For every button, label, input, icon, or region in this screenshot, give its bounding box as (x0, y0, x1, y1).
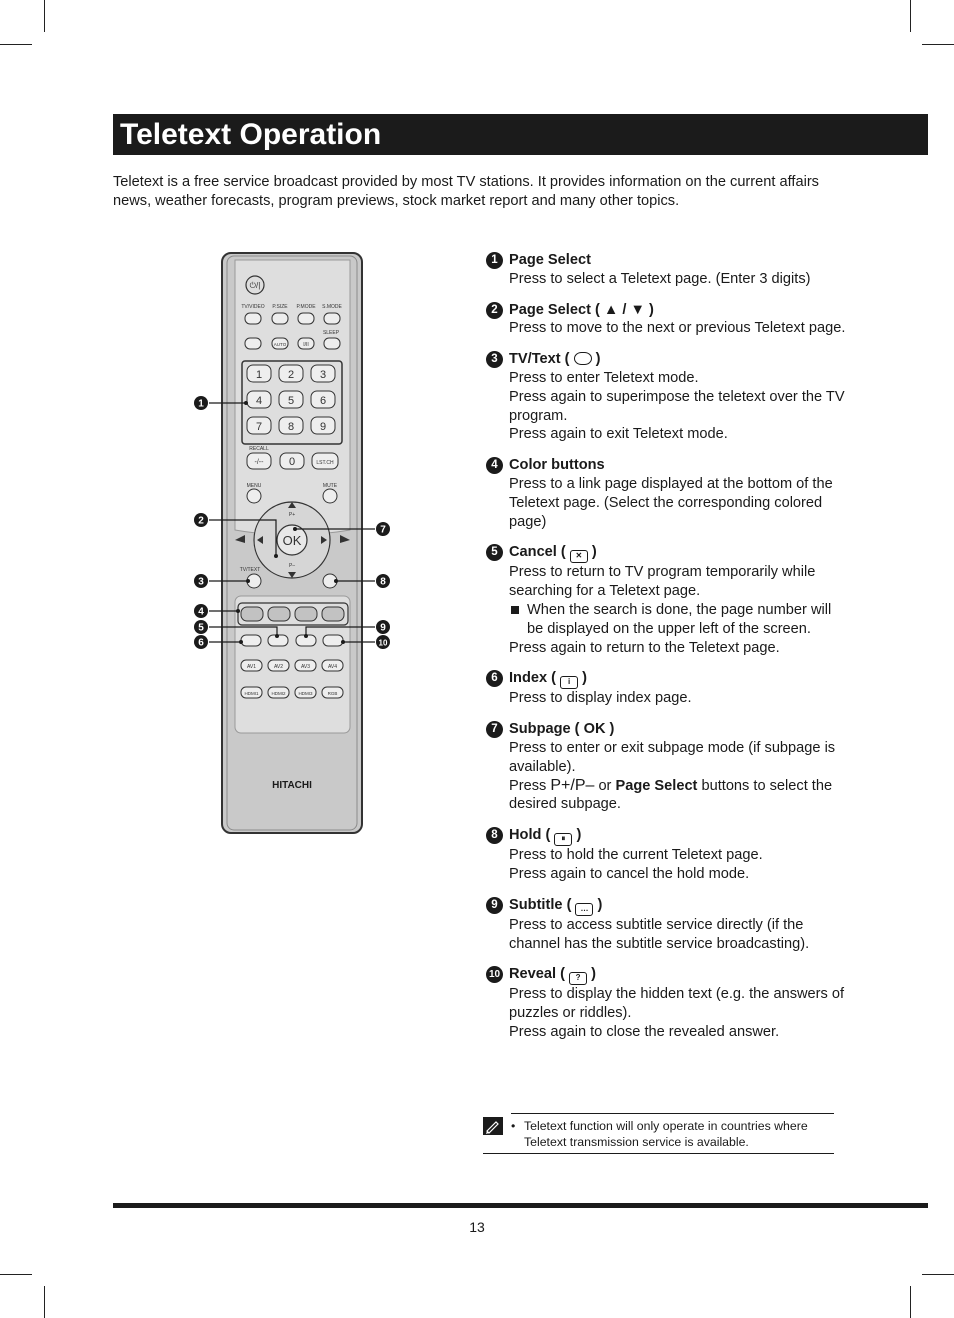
callout-7-label: 7 (380, 524, 386, 536)
green-button[interactable] (268, 607, 290, 621)
item-title: Subpage ( OK ) (509, 721, 615, 738)
s-mode-button[interactable] (324, 313, 340, 324)
av-label: AV1 (246, 664, 257, 670)
digit-5-label: 5 (287, 395, 295, 407)
menu-label: MENU (246, 483, 262, 489)
blue-button[interactable] (322, 607, 344, 621)
subtitle-icon: … (575, 903, 593, 916)
digit-4-label: 4 (255, 395, 263, 407)
item-text: Press again to cancel the hold mode. (509, 865, 750, 882)
pencil-note-icon (483, 1117, 503, 1135)
crop-mark (922, 1274, 954, 1275)
crop-mark (910, 0, 911, 32)
item-number: 1 (486, 252, 503, 269)
dash-label: -/-- (254, 459, 264, 466)
digit-3-label: 3 (319, 369, 327, 381)
item-text: Press to return to TV program temporarily while searching for a Teletext page. (509, 564, 816, 600)
item-text: Press again to close the revealed answer. (509, 1023, 780, 1040)
remote-control-illustration (180, 240, 410, 850)
note-text: • Teletext function will only operate in countries where Teletext transmission service is available. (511, 1118, 834, 1150)
p-minus-label: P– (288, 563, 296, 569)
item-bullet: When the search is done, the page number will be displayed on the upper left of the screen. (509, 601, 846, 639)
page-number: 13 (469, 1219, 485, 1235)
cancel-icon: ✕ (570, 550, 588, 563)
power-label: ⏻/| (249, 281, 261, 290)
crop-mark (922, 44, 954, 45)
digit-1-label: 1 (255, 369, 263, 381)
item-subpage (486, 720, 846, 814)
i-ii-label: I/II (303, 342, 309, 348)
item-text: Press to select a Teletext page. (Enter 3 digits) (509, 270, 811, 287)
hold-icon: ⏸ (554, 833, 572, 846)
p-mode-button[interactable] (298, 313, 314, 324)
digit-7-label: 7 (255, 421, 263, 433)
ok-label: OK (282, 533, 302, 548)
digit-6-label: 6 (319, 395, 327, 407)
item-number: 7 (486, 721, 503, 738)
item-title: Index ( i ) (509, 669, 846, 689)
section-header (113, 114, 928, 155)
item-index (486, 669, 846, 708)
callout-8-label: 8 (380, 576, 386, 588)
reveal-button[interactable] (323, 635, 343, 646)
item-title: Hold ( ⏸ ) (509, 826, 846, 846)
reveal-icon: ? (569, 972, 587, 985)
mute-label: MUTE (322, 483, 338, 489)
item-number: 2 (486, 302, 503, 319)
hdmi-label: HDMI2 (271, 691, 286, 696)
callout-4-label: 4 (198, 606, 204, 618)
index-icon: i (560, 676, 578, 689)
hdmi-label: HDMI3 (298, 691, 313, 696)
s-mode-label: S.MODE (322, 304, 342, 310)
item-reveal (486, 965, 846, 1041)
red-button[interactable] (241, 607, 263, 621)
item-text: Press to a link page displayed at the bottom of the Teletext page. (Select the corresponding colored page) (509, 475, 833, 530)
crop-mark (44, 1286, 45, 1318)
av-label: AV3 (300, 664, 311, 670)
item-number: 10 (486, 966, 503, 983)
yellow-button[interactable] (295, 607, 317, 621)
digit-2-label: 2 (287, 369, 295, 381)
item-title: TV/Text ( ) (509, 351, 601, 368)
crop-mark (44, 0, 45, 32)
up-down-arrows-icon: ▲ / ▼ (603, 301, 645, 318)
item-title: Page Select (509, 252, 591, 268)
item-text: Press again to exit Teletext mode. (509, 426, 728, 443)
callout-6-label: 6 (198, 637, 204, 649)
index-button[interactable] (241, 635, 261, 646)
hdmi-label: RGB (327, 691, 338, 696)
digit-8-label: 8 (287, 421, 295, 433)
p-plus-label: P+ (288, 512, 296, 518)
av-label: AV2 (273, 664, 284, 670)
item-number: 8 (486, 827, 503, 844)
item-number: 6 (486, 670, 503, 687)
button-descriptions (486, 251, 846, 1054)
item-text: Press to enter or exit subpage mode (if subpage is available). (509, 739, 836, 775)
crop-mark (0, 1274, 32, 1275)
item-title: Subtitle ( … ) (509, 896, 846, 916)
p-mode-label: P.MODE (296, 304, 316, 310)
callout-1-label: 1 (198, 398, 204, 410)
remote-control-svg (180, 240, 410, 850)
tv-text-icon (574, 352, 592, 365)
brand-logo: HITACHI (272, 780, 312, 791)
picture-button[interactable] (245, 338, 261, 349)
item-text: Press to display index page. (509, 690, 692, 707)
item-text: Press again to return to the Teletext page. (509, 639, 780, 656)
item-text: Press to hold the current Teletext page. (509, 847, 763, 864)
crop-mark (0, 44, 32, 45)
item-page-select (486, 251, 846, 289)
tv-text-label: TV/TEXT (239, 567, 261, 573)
digit-grid (247, 365, 335, 434)
item-cancel (486, 543, 846, 657)
item-title: Cancel ( ✕ ) (509, 543, 846, 563)
item-hold (486, 826, 846, 884)
mute-button[interactable] (323, 489, 337, 503)
item-page-select-arrows (486, 301, 846, 339)
item-title: Page Select ( ▲ / ▼ ) (509, 301, 654, 318)
page-title: Teletext Operation (120, 118, 382, 151)
item-text: Press to display the hidden text (e.g. the answers of puzzles or riddles). (509, 986, 845, 1022)
callout-2-label: 2 (198, 515, 204, 527)
item-text: Press again to superimpose the teletext over the TV program. (509, 388, 845, 424)
menu-button[interactable] (247, 489, 261, 503)
auto-label: AUTO (273, 342, 287, 347)
p-size-label: P.SIZE (272, 304, 288, 310)
sleep-label: SLEEP (322, 330, 340, 336)
item-color-buttons (486, 456, 846, 531)
item-number: 3 (486, 351, 503, 368)
note-box (483, 1113, 834, 1154)
hdmi-label: HDMI1 (244, 691, 259, 696)
item-tv-text (486, 350, 846, 444)
note-divider (511, 1113, 834, 1114)
footer-rule (113, 1203, 928, 1208)
p-size-button[interactable] (272, 313, 288, 324)
digit-9-label: 9 (319, 421, 327, 433)
item-title: Color buttons (509, 457, 605, 474)
item-text: Press P+/P– or Page Select buttons to select the desired subpage. (509, 776, 833, 813)
callout-3-label: 3 (198, 576, 204, 588)
digit-0-label: 0 (288, 456, 296, 468)
item-text: Press to access subtitle service directly (if the channel has the subtitle service broadcasting). (509, 916, 810, 952)
crop-mark (910, 1286, 911, 1318)
intro-paragraph: Teletext is a free service broadcast provided by most TV stations. It provides information on the current affairs news, weather forecasts, program previews, stock market report and many other topics. (113, 174, 819, 209)
item-title: Reveal ( ? ) (509, 965, 846, 985)
item-number: 4 (486, 457, 503, 474)
av-label: AV4 (327, 664, 338, 670)
item-number: 5 (486, 544, 503, 561)
callout-9-label: 9 (380, 622, 386, 634)
lst-ch-label: LST.CH (316, 460, 334, 466)
item-text: Press to enter Teletext mode. (509, 369, 699, 386)
sleep-button[interactable] (324, 338, 340, 349)
recall-label: RECALL (249, 446, 269, 452)
tv-video-label: TV/VIDEO (241, 304, 265, 310)
tv-video-button[interactable] (245, 313, 261, 324)
callout-10-label: 10 (378, 638, 388, 648)
item-text: Press to move to the next or previous Teletext page. (509, 320, 846, 337)
callout-5-label: 5 (198, 622, 204, 634)
item-subtitle (486, 896, 846, 954)
item-number: 9 (486, 897, 503, 914)
